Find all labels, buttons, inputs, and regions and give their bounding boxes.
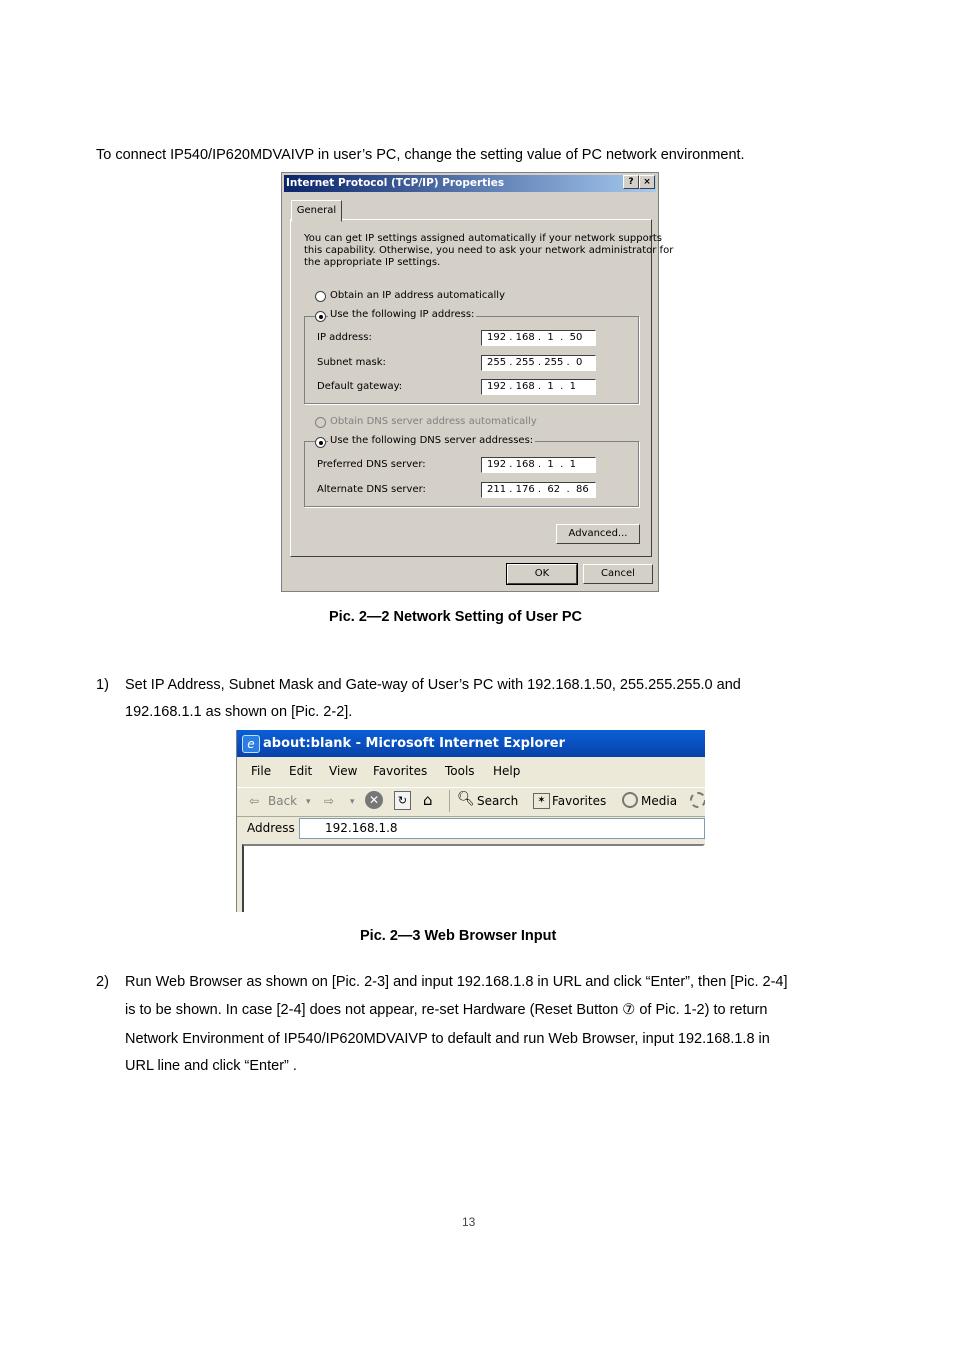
subnet-mask-label: Subnet mask:	[317, 357, 386, 368]
preferred-dns-field[interactable]: 192 . 168 . 1 . 1	[481, 457, 596, 473]
home-icon[interactable]: ⌂	[423, 791, 433, 809]
caption-pic-2-3: Pic. 2—3 Web Browser Input	[360, 928, 557, 944]
radio-manual-dns[interactable]	[315, 437, 326, 448]
menu-favorites[interactable]: Favorites	[373, 764, 428, 778]
stop-icon[interactable]: ✕	[365, 791, 383, 809]
refresh-icon[interactable]: ↻	[394, 791, 411, 810]
menu-file[interactable]: File	[251, 764, 272, 778]
intro-text: To connect IP540/IP620MDVAIVP in user’s PC, change the setting value of PC network environment.	[96, 147, 745, 163]
radio-manual-dns-label: Use the following DNS server addresses:	[330, 435, 534, 446]
subnet-mask-field[interactable]: 255 . 255 . 255 . 0	[481, 355, 596, 371]
favorites-button[interactable]: Favorites	[552, 794, 607, 808]
ip-address-field[interactable]: 192 . 168 . 1 . 50	[481, 330, 596, 346]
browser-content-area	[242, 844, 705, 912]
ie-browser-window	[236, 730, 705, 912]
address-bar	[237, 816, 705, 842]
default-gateway-label: Default gateway:	[317, 381, 403, 392]
search-icon: 🔍︎	[457, 791, 475, 807]
radio-auto-dns-label: Obtain DNS server address automatically	[330, 416, 537, 427]
step-1-number: 1)	[96, 677, 109, 693]
radio-auto-dns[interactable]	[315, 417, 326, 428]
history-icon[interactable]	[690, 792, 705, 808]
back-button[interactable]: Back	[268, 794, 298, 808]
general-panel	[290, 219, 674, 557]
radio-manual-ip-label: Use the following IP address:	[330, 309, 475, 320]
browser-title: about:blank - Microsoft Internet Explorer	[237, 730, 705, 757]
advanced-button[interactable]: Advanced...	[556, 524, 640, 544]
caption-pic-2-2: Pic. 2—2 Network Setting of User PC	[329, 609, 583, 625]
description-line-1: You can get IP settings assigned automatically if your network supports	[304, 233, 662, 244]
help-button[interactable]: ?	[623, 175, 639, 189]
menu-view[interactable]: View	[329, 764, 358, 778]
default-gateway-field[interactable]: 192 . 168 . 1 . 1	[481, 379, 596, 395]
menu-help[interactable]: Help	[493, 764, 521, 778]
media-button[interactable]: Media	[641, 794, 678, 808]
description-line-3: the appropriate IP settings.	[304, 257, 441, 268]
step-2-line-2: is to be shown. In case [2-4] does not appear, re-set Hardware (Reset Button ⑦ of Pic. 1-2) to return	[125, 1002, 768, 1018]
step-1-line-1: Set IP Address, Subnet Mask and Gate-way of User’s PC with 192.168.1.50, 255.255.255.0 and	[125, 677, 741, 693]
step-2-number: 2)	[96, 974, 109, 990]
step-2-line-1: Run Web Browser as shown on [Pic. 2-3] and input 192.168.1.8 in URL and click “Enter”, then [Pic. 2-4]	[125, 974, 788, 990]
alternate-dns-label: Alternate DNS server:	[317, 484, 426, 495]
radio-auto-ip[interactable]	[315, 291, 326, 302]
step-1-line-2: 192.168.1.1 as shown on [Pic. 2-2].	[125, 704, 353, 720]
chevron-down-icon[interactable]: ▾	[350, 797, 355, 807]
menu-edit[interactable]: Edit	[289, 764, 313, 778]
address-label: Address	[247, 821, 295, 835]
step-2-line-4: URL line and click “Enter” .	[125, 1058, 297, 1074]
favorites-icon: ✶	[533, 793, 550, 809]
ok-button[interactable]: OK	[507, 564, 577, 584]
chevron-down-icon[interactable]: ▾	[306, 797, 311, 807]
back-arrow-icon: ⇦	[249, 794, 260, 808]
ip-address-label: IP address:	[317, 332, 372, 343]
forward-icon[interactable]: ⇨	[324, 794, 335, 808]
radio-auto-ip-label: Obtain an IP address automatically	[330, 290, 506, 301]
radio-manual-ip[interactable]	[315, 311, 326, 322]
cancel-button[interactable]: Cancel	[583, 564, 653, 584]
step-2-line-3: Network Environment of IP540/IP620MDVAIVP to default and run Web Browser, input 192.168.1.8 in	[125, 1031, 770, 1047]
dialog-title: Internet Protocol (TCP/IP) Properties	[284, 175, 656, 192]
alternate-dns-field[interactable]: 211 . 176 . 62 . 86	[481, 482, 596, 498]
media-icon	[622, 792, 638, 808]
ie-logo-icon: e	[242, 735, 260, 753]
description-line-2: this capability. Otherwise, you need to ask your network administrator for	[304, 245, 674, 256]
menu-tools[interactable]: Tools	[445, 764, 475, 778]
preferred-dns-label: Preferred DNS server:	[317, 459, 426, 470]
toolbar	[237, 787, 705, 817]
close-button[interactable]: ×	[639, 175, 655, 189]
search-button[interactable]: Search	[477, 794, 519, 808]
address-input[interactable]: 192.168.1.8	[299, 818, 705, 839]
tab-general[interactable]: General	[291, 200, 342, 222]
page-number: 13	[462, 1215, 476, 1229]
toolbar-separator	[449, 790, 450, 812]
tcpip-properties-dialog	[281, 172, 674, 592]
